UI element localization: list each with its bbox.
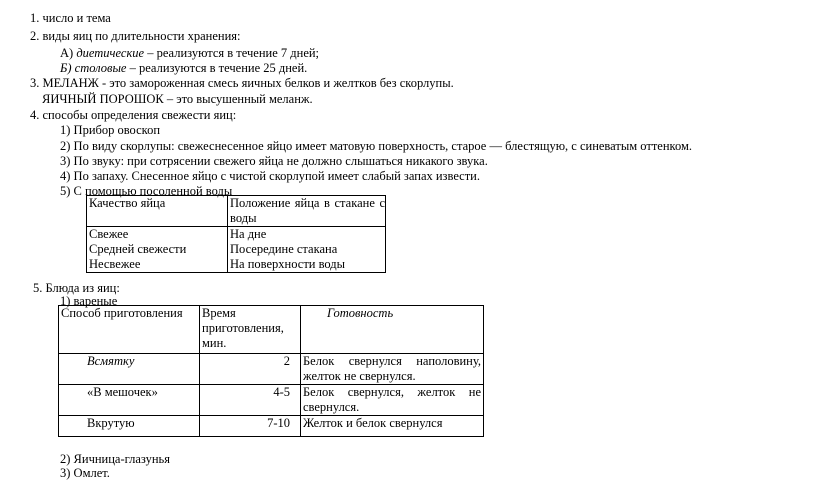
omelet: 3) Омлет.	[60, 466, 110, 480]
table-row	[59, 385, 484, 416]
header-ready: Готовность	[301, 306, 484, 354]
table-row	[59, 416, 484, 437]
header-time: Время приготовления, мин.	[200, 306, 301, 354]
method-cell: «В мешочек»	[59, 385, 200, 416]
header-method: Способ приготовления	[59, 306, 200, 354]
method-4: 4) По запаху. Снесенное яйцо с чистой скорлупой имеет слабый запах извести.	[60, 169, 481, 183]
ready-cell: Белок свернулся наполовину, желток не свернулся.	[301, 354, 484, 385]
boiled-label: 1) вареные	[60, 294, 118, 308]
item-2: 2. виды яиц по длительности хранения:	[30, 29, 241, 43]
quality-cell: Свежее Средней свежести Несвежее	[87, 227, 228, 273]
time-cell: 7-10	[200, 416, 301, 437]
method-2: 2) По виду скорлупы: свежеснесенное яйцо имеет матовую поверхность, старое — блестящую, с синеватым оттенком.	[60, 139, 693, 153]
boiled-eggs-table	[58, 305, 484, 437]
ready-cell: Желток и белок свернулся	[301, 416, 484, 437]
egg-type-diet: А) диетические – реализуются в течение 7 дней;	[60, 46, 320, 60]
time-cell: 4-5	[200, 385, 301, 416]
item-3: 3. МЕЛАНЖ - это замороженная смесь яичных белков и желтков без скорлупы.	[30, 76, 454, 90]
item-1: 1. число и тема	[30, 11, 111, 25]
position-cell: На дне Посередине стакана На поверхности воды	[228, 227, 386, 273]
table-row	[59, 354, 484, 385]
table-row	[87, 227, 386, 273]
fried-eggs: 2) Яичница-глазунья	[60, 452, 170, 466]
time-cell: 2	[200, 354, 301, 385]
method-cell: Вкрутую	[59, 416, 200, 437]
method-cell: Всмятку	[59, 354, 200, 385]
header-quality: Качество яйца	[87, 196, 228, 227]
powder-definition: ЯИЧНЫЙ ПОРОШОК – это высушенный меланж.	[42, 92, 313, 106]
item-5: 5. Блюда из яиц:	[33, 281, 120, 295]
egg-type-table: Б) столовые – реализуются в течение 25 дней.	[60, 61, 308, 75]
item-4: 4. способы определения свежести яиц:	[30, 108, 237, 122]
table-header-row	[87, 196, 386, 227]
method-3: 3) По звуку: при сотрясении свежего яйца не должно слышаться никакого звука.	[60, 154, 488, 168]
method-5: 5) С помощью посоленной воды	[60, 184, 233, 198]
water-test-table	[86, 195, 386, 273]
header-position: Положение яйца в стакане с воды	[228, 196, 386, 227]
table-header-row	[59, 306, 484, 354]
ready-cell: Белок свернулся, желток не свернулся.	[301, 385, 484, 416]
method-1: 1) Прибор овоскоп	[60, 123, 161, 137]
